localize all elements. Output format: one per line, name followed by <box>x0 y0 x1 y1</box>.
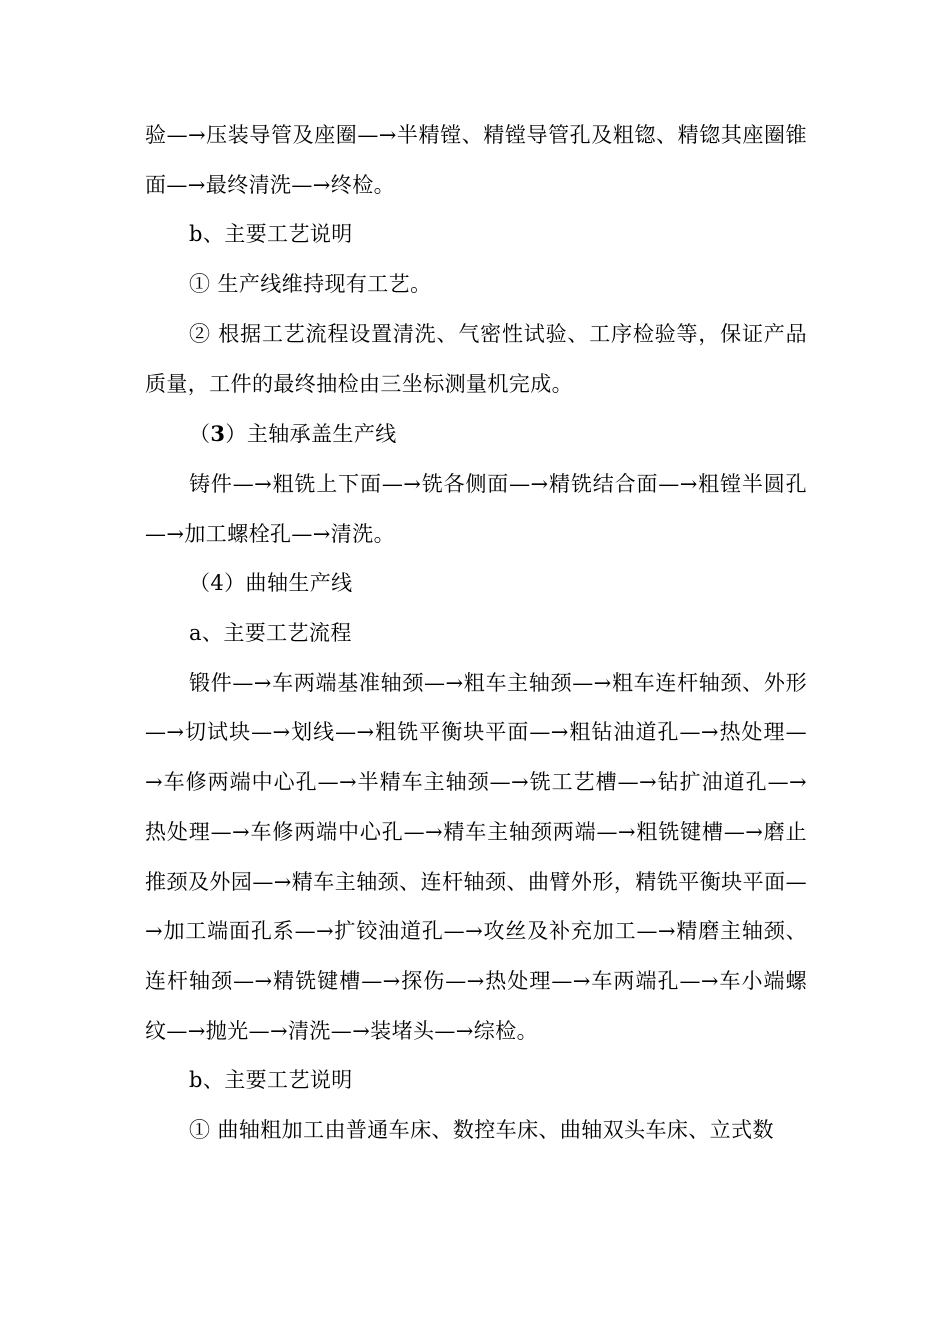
heading-text: 主轴承盖生产线 <box>246 422 397 447</box>
section-heading-b-process-notes-2: b、主要工艺说明 <box>189 1068 353 1093</box>
heading-number: 3 <box>210 421 226 447</box>
section-heading-a-process-flow: a、主要工艺流程 <box>189 621 352 646</box>
section-heading-b-process-notes: b、主要工艺说明 <box>189 222 353 247</box>
heading-paren-close: ） <box>225 422 247 447</box>
document-body <box>145 111 807 1156</box>
paragraph-crankshaft-flow: 锻件—→车两端基准轴颈—→粗车主轴颈—→粗车连杆轴颈、外形—→切试块—→划线—→粗铣平衡块平面—→粗钻油道孔—→热处理—→车修两端中心孔—→半精车主轴颈—→铣工艺槽—→钻扩油道孔—→热处理—→车修两端中心孔—→精车主轴颈两端—→粗铣键槽—→磨止推颈及外园—→精车主轴颈、连杆轴颈、曲臂外形，精铣平衡块平面—→加工端面孔系—→扩铰油道孔—→攻丝及补充加工—→精磨主轴颈、连杆轴颈—→精铣键槽—→探伤—→热处理—→车两端孔—→车小端螺纹—→抛光—→清洗—→装堵头—→综检。 <box>145 670 807 1043</box>
section-heading-crankshaft-line: （4）曲轴生产线 <box>189 571 353 596</box>
paragraph-note-1: ① 生产线维持现有工艺。 <box>189 272 432 297</box>
section-heading-main-bearing-cap-line <box>145 409 807 460</box>
heading-paren-open: （ <box>189 422 211 447</box>
paragraph-bearing-cap-flow: 铸件—→粗铣上下面—→铣各侧面—→精铣结合面—→粗镗半圆孔—→加工螺栓孔—→清洗。 <box>145 471 807 546</box>
paragraph-note-2: ② 根据工艺流程设置清洗、气密性试验、工序检验等，保证产品质量，工件的最终抽检由三坐标测量机完成。 <box>145 321 807 396</box>
paragraph-process-flow-end: 验—→压装导管及座圈—→半精镗、精镗导管孔及粗锪、精锪其座圈锥面—→最终清洗—→终检。 <box>145 123 807 197</box>
paragraph-crankshaft-note-1: ① 曲轴粗加工由普通车床、数控车床、曲轴双头车床、立式数 <box>189 1118 774 1143</box>
